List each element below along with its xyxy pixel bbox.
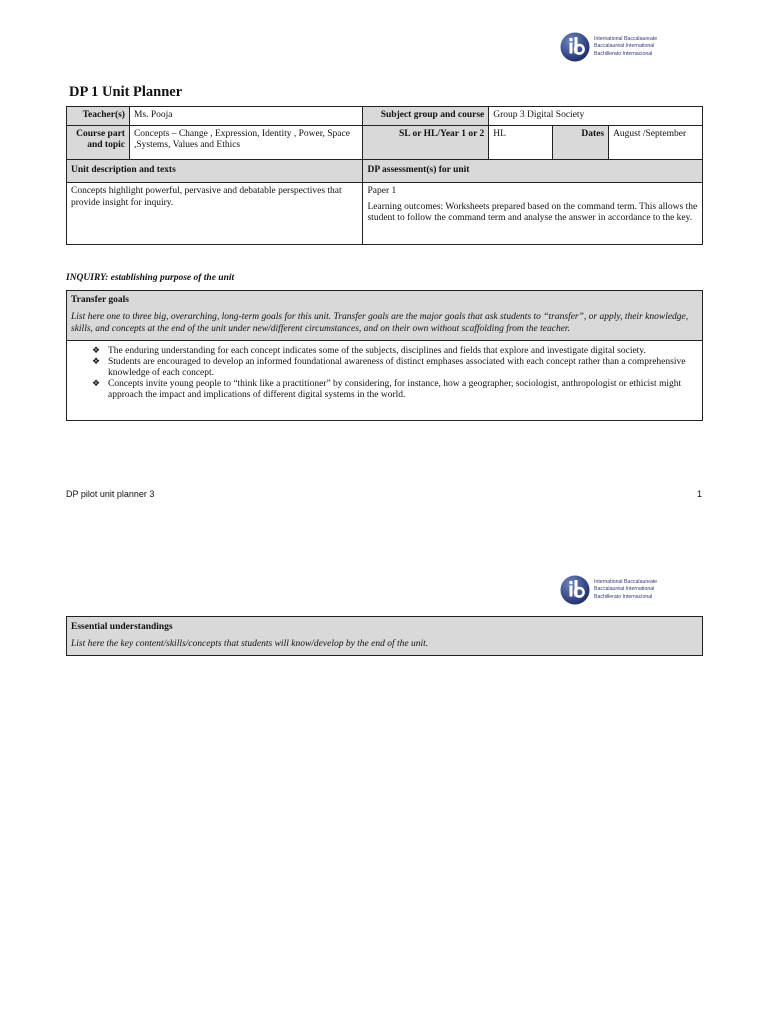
logo-line: Baccalauréat International: [594, 586, 655, 593]
transfer-goals-list: [71, 346, 698, 401]
essential-understandings-header: [67, 617, 702, 655]
table-row: [67, 159, 703, 183]
course-value: Concepts – Change , Expression, Identity , Power, Space ,Systems, Values and Ethics: [129, 125, 363, 159]
list-item: [88, 379, 698, 401]
list-item-text: Students are encouraged to develop an informed foundational awareness of distinct emphases associated with each concept rather than a comprehensive knowledge of each concept.: [108, 357, 686, 378]
subject-label: Subject group and course: [363, 107, 489, 126]
list-item-text: The enduring understanding for each concept indicates some of the subjects, disciplines and fields that explore and investigate digital society.: [108, 346, 646, 356]
teacher-value: Ms. Pooja: [129, 107, 363, 126]
transfer-goals-header: [67, 291, 702, 341]
dp-assessment-label: DP assessment(s) for unit: [363, 159, 703, 183]
essential-understandings-description: List here the key content/skills/concepts that students will know/develop by the end of the unit.: [71, 639, 429, 649]
bullet-icon: ❖: [92, 357, 101, 367]
ib-logo-text: [594, 579, 657, 602]
unit-planner-table: [66, 106, 703, 245]
unit-description-value: Concepts highlight powerful, pervasive and debatable perspectives that provide insight for inquiry.: [67, 183, 363, 245]
transfer-goals-description: List here one to three big, overarching, long-term goals for this unit. Transfer goals are the major goals that ask students to “transfer”, or apply, their knowledge, skills, and concepts at the end of the unit under new/different circumstances, and on their own without scaffolding from the teacher.: [71, 312, 689, 334]
ib-logo-text: [594, 36, 657, 59]
transfer-goals-box: [66, 290, 703, 421]
table-row: [67, 125, 703, 159]
unit-description-label: Unit description and texts: [67, 159, 363, 183]
footer-left: DP pilot unit planner 3: [66, 489, 155, 499]
bullet-icon: ❖: [92, 346, 101, 356]
transfer-goals-title: Transfer goals: [71, 295, 129, 305]
transfer-goals-body: [67, 341, 702, 420]
logo-line: Bachillerato Internacional: [594, 50, 653, 57]
table-row: [67, 107, 703, 126]
ib-logo-icon: [560, 575, 590, 605]
ib-logo-icon: [560, 32, 590, 62]
bullet-icon: ❖: [92, 379, 101, 389]
list-item: [88, 357, 698, 379]
assessment-paper: Paper 1: [367, 186, 397, 196]
list-item: [88, 346, 698, 357]
logo-line: Bachillerato Internacional: [594, 593, 653, 600]
dates-value: August /September: [609, 125, 703, 159]
logo-line: International Baccalaureate: [594, 578, 658, 585]
assessment-outcomes: Learning outcomes: Worksheets prepared based on the command term. This allows the student to follow the command term and analyse the answer in accordance to the key.: [367, 201, 698, 223]
course-label: Course part and topic: [67, 125, 130, 159]
logo-line: Baccalauréat International: [594, 43, 655, 50]
ib-logo: [560, 575, 657, 605]
essential-understandings-box: [66, 616, 703, 656]
subject-value: Group 3 Digital Society: [489, 107, 703, 126]
teacher-label: Teacher(s): [67, 107, 130, 126]
level-value: HL: [489, 125, 553, 159]
table-row: [67, 183, 703, 245]
level-label: SL or HL/Year 1 or 2: [363, 125, 489, 159]
page-title: DP 1 Unit Planner: [69, 84, 183, 100]
dates-label: Dates: [553, 125, 609, 159]
ib-logo: [560, 32, 657, 62]
page-number: 1: [696, 489, 702, 499]
dp-assessment-value: [363, 183, 703, 245]
logo-line: International Baccalaureate: [594, 35, 658, 42]
essential-understandings-title: Essential understandings: [71, 622, 173, 632]
inquiry-heading: INQUIRY: establishing purpose of the unit: [66, 273, 235, 283]
list-item-text: Concepts invite young people to “think like a practitioner” by considering, for instance, how a geographer, sociologist, anthropologist or ethicist might approach the impact and implications of different digital systems in the world.: [108, 379, 682, 400]
